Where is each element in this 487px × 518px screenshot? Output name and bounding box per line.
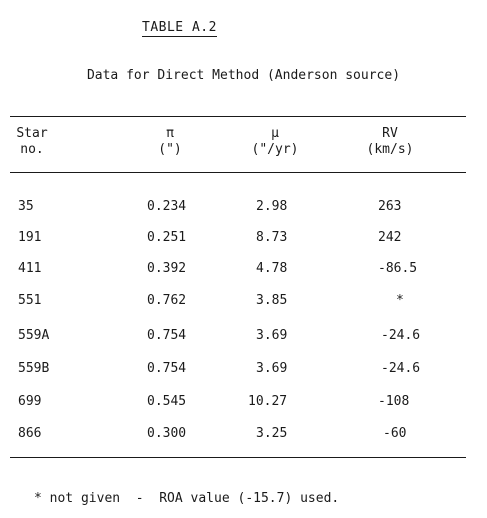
cell-star: 559A [18,328,50,343]
cell-parallax: 0.300 [147,426,187,441]
header-proper-motion-unit: ("/yr) [251,142,299,157]
top-rule [10,116,466,117]
table-label: TABLE A.2 [142,20,217,35]
cell-proper-motion: 3.69 [256,361,288,376]
header-parallax-symbol: π [166,126,174,141]
header-rv-unit: (km/s) [366,142,414,157]
cell-proper-motion: 2.98 [256,199,288,214]
cell-proper-motion: 3.69 [256,328,288,343]
cell-rv: 242 [378,230,402,245]
header-star-line2: no. [20,142,44,157]
table-row [0,393,487,411]
cell-parallax: 0.754 [147,328,187,343]
cell-rv: * [396,293,404,308]
cell-proper-motion: 3.25 [256,426,288,441]
header-rule [10,172,466,173]
cell-star: 866 [18,426,42,441]
cell-star: 551 [18,293,42,308]
header-parallax [150,126,190,158]
table-row [0,260,487,278]
header-star-no [12,126,52,158]
table-title: Data for Direct Method (Anderson source) [86,68,401,83]
table-row [0,229,487,247]
bottom-rule [10,457,466,458]
table-row [0,292,487,310]
header-proper-motion [245,126,305,158]
footnote: * not given - ROA value (-15.7) used. [34,491,340,506]
cell-proper-motion: 10.27 [248,394,288,409]
cell-parallax: 0.392 [147,261,187,276]
header-rv-symbol: RV [382,126,398,141]
table-row [0,327,487,345]
header-star-line1: Star [16,126,48,141]
cell-rv: -24.6 [381,328,421,343]
cell-rv: -24.6 [381,361,421,376]
cell-parallax: 0.234 [147,199,187,214]
header-parallax-unit: (") [158,142,182,157]
cell-parallax: 0.762 [147,293,187,308]
cell-rv: -60 [383,426,407,441]
cell-proper-motion: 8.73 [256,230,288,245]
cell-star: 35 [18,199,34,214]
table-row [0,425,487,443]
cell-star: 191 [18,230,42,245]
table-row [0,360,487,378]
cell-rv: -108 [378,394,410,409]
cell-star: 559B [18,361,50,376]
header-radial-velocity [360,126,420,158]
cell-parallax: 0.754 [147,361,187,376]
cell-star: 699 [18,394,42,409]
cell-proper-motion: 3.85 [256,293,288,308]
cell-rv: 263 [378,199,402,214]
cell-rv: -86.5 [378,261,418,276]
cell-parallax: 0.545 [147,394,187,409]
cell-parallax: 0.251 [147,230,187,245]
cell-proper-motion: 4.78 [256,261,288,276]
table-row [0,198,487,216]
header-proper-motion-symbol: μ [271,126,279,141]
cell-star: 411 [18,261,42,276]
